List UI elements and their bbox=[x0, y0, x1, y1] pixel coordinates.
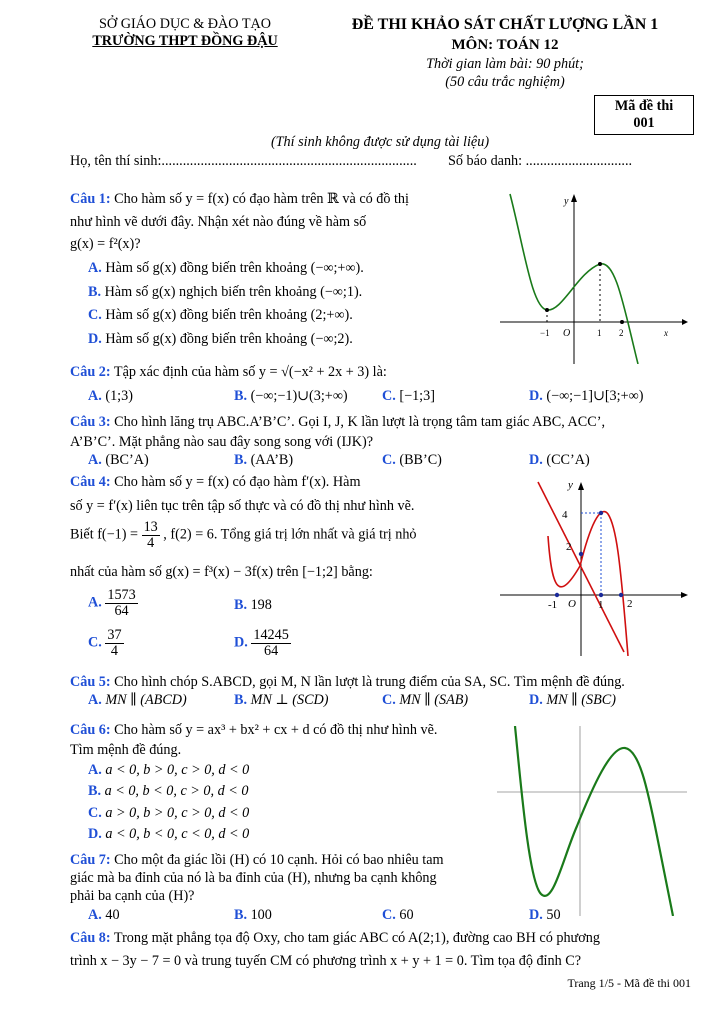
option-text: Hàm số g(x) nghịch biến trên khoảng (−∞;1). bbox=[104, 284, 363, 300]
q7-option-d[interactable] bbox=[529, 907, 561, 924]
q1-graph bbox=[500, 188, 690, 364]
numerator: 13 bbox=[143, 519, 158, 535]
q6-option-a[interactable] bbox=[88, 762, 249, 779]
page-footer: Trang 1/5 - Mã đề thi 001 bbox=[567, 976, 691, 990]
numerator: 37 bbox=[107, 627, 122, 643]
q7-line1 bbox=[70, 852, 444, 869]
q4-text2: số y = f′(x) liên tục trên tập số thực và có đồ thị như hình vẽ. bbox=[70, 498, 415, 514]
option-letter: C. bbox=[88, 805, 102, 821]
option-letter: C. bbox=[382, 907, 396, 923]
option-text: MN ⊥ (SCD) bbox=[250, 692, 329, 708]
candidate-name-line: Họ, tên thí sinh:........................................................................ bbox=[70, 153, 417, 169]
max-point bbox=[598, 262, 602, 266]
option-text: (−∞;−1]∪[3;+∞) bbox=[546, 388, 644, 404]
q2-option-a[interactable] bbox=[88, 388, 133, 405]
option-text: a < 0, b < 0, c < 0, d < 0 bbox=[105, 826, 250, 842]
option-letter: C. bbox=[382, 452, 396, 468]
q4-text3b: , f(2) = 6. Tổng giá trị lớn nhất và giá trị nhỏ bbox=[163, 526, 417, 543]
q1-text1: Cho hàm số y = f(x) có đạo hàm trên ℝ và có đồ thị bbox=[114, 191, 409, 207]
q2-label: Câu 2: bbox=[70, 364, 111, 380]
q8-text1: Trong mặt phẳng tọa độ Oxy, cho tam giác ABC có A(2;1), đường cao BH có phương bbox=[113, 930, 600, 946]
point bbox=[599, 593, 603, 597]
no-material-note: (Thí sinh không được sử dụng tài liệu) bbox=[270, 134, 490, 150]
option-text: a < 0, b < 0, c > 0, d < 0 bbox=[104, 783, 249, 799]
q5-option-c[interactable] bbox=[382, 692, 468, 709]
q4-option-c[interactable] bbox=[88, 628, 124, 659]
option-letter: C. bbox=[88, 634, 102, 651]
q5-text: Cho hình chóp S.ABCD, gọi M, N lần lượt là trung điểm của SA, SC. Tìm mệnh đề đúng. bbox=[114, 674, 625, 690]
option-text: (BC’A) bbox=[105, 452, 149, 468]
q1-line1 bbox=[70, 191, 409, 208]
q3-option-b[interactable] bbox=[234, 452, 293, 469]
point bbox=[619, 593, 623, 597]
tick-label: 4 bbox=[562, 509, 568, 521]
curve-graph bbox=[548, 512, 628, 656]
root-point bbox=[620, 320, 624, 324]
origin-label: O bbox=[563, 328, 571, 339]
q6-label: Câu 6: bbox=[70, 722, 111, 738]
q3-text1: Cho hình lăng trụ ABC.A’B’C’. Gọi I, J, K lần lượt là trọng tâm tam giác ABC, ACC’, bbox=[114, 414, 606, 430]
y-label: y bbox=[568, 479, 573, 491]
option-letter: B. bbox=[234, 597, 248, 613]
q8-line1 bbox=[70, 930, 600, 947]
q1-option-c[interactable] bbox=[88, 307, 353, 324]
q2-line bbox=[70, 364, 387, 381]
option-letter: A. bbox=[88, 388, 102, 404]
exam-code-box bbox=[594, 95, 694, 135]
option-letter: D. bbox=[88, 826, 102, 842]
q4-line1 bbox=[70, 474, 360, 491]
q3-option-d[interactable] bbox=[529, 452, 590, 469]
fraction bbox=[251, 628, 290, 659]
x-label: x bbox=[664, 328, 668, 338]
option-letter: C. bbox=[88, 307, 102, 323]
q7-option-c[interactable] bbox=[382, 907, 414, 924]
min-point bbox=[545, 308, 549, 312]
y-label: y bbox=[564, 196, 569, 207]
tick-label: −1 bbox=[540, 328, 550, 338]
fraction bbox=[142, 520, 160, 551]
x-axis-arrow bbox=[681, 592, 688, 598]
option-letter: D. bbox=[529, 388, 543, 404]
tick-label: 2 bbox=[566, 541, 572, 553]
q1-option-a[interactable] bbox=[88, 260, 364, 277]
origin-label: O bbox=[568, 598, 576, 610]
option-letter: A. bbox=[88, 452, 102, 468]
option-text: MN ∥ (ABCD) bbox=[105, 692, 187, 708]
denominator: 4 bbox=[147, 534, 155, 551]
dept-name: SỞ GIÁO DỤC & ĐÀO TẠO bbox=[99, 16, 271, 32]
option-text: (CC’A) bbox=[546, 452, 590, 468]
q5-option-a[interactable] bbox=[88, 692, 187, 709]
option-text: 60 bbox=[399, 907, 414, 923]
school-name: TRƯỜNG THPT ĐỒNG ĐẬU bbox=[92, 33, 278, 49]
option-text: Hàm số g(x) đồng biến trên khoảng (−∞;2). bbox=[105, 331, 353, 347]
q7-label: Câu 7: bbox=[70, 852, 111, 868]
q3-label: Câu 3: bbox=[70, 414, 111, 430]
tick-label: 2 bbox=[627, 598, 633, 610]
denominator: 64 bbox=[263, 642, 279, 659]
question-count: (50 câu trắc nghiệm) bbox=[445, 74, 565, 90]
q5-option-d[interactable] bbox=[529, 692, 616, 709]
option-letter: B. bbox=[234, 907, 248, 923]
q3-option-a[interactable] bbox=[88, 452, 149, 469]
option-letter: D. bbox=[529, 907, 543, 923]
option-text: a < 0, b > 0, c > 0, d < 0 bbox=[105, 762, 250, 778]
denominator: 64 bbox=[114, 602, 129, 619]
q6-graph bbox=[497, 726, 687, 916]
option-text: Hàm số g(x) đồng biến trên khoảng (−∞;+∞). bbox=[105, 260, 364, 276]
q1-option-b[interactable] bbox=[88, 284, 362, 301]
numerator: 14245 bbox=[253, 627, 289, 643]
q3-text2: A’B’C’. Mặt phẳng nào sau đây song song với (IJK)? bbox=[70, 434, 374, 450]
fraction bbox=[105, 588, 137, 619]
option-text: (−∞;−1)∪(3;+∞) bbox=[250, 388, 348, 404]
numerator: 1573 bbox=[107, 587, 136, 603]
exam-code-label: Mã đề thi bbox=[614, 98, 674, 114]
option-letter: A. bbox=[88, 692, 102, 708]
q6-text1: Cho hàm số y = ax³ + bx² + cx + d có đồ thị như hình vẽ. bbox=[114, 722, 438, 738]
option-text: (1;3) bbox=[105, 388, 133, 404]
q5-label: Câu 5: bbox=[70, 674, 111, 690]
option-letter: D. bbox=[529, 452, 543, 468]
option-letter: B. bbox=[88, 284, 102, 300]
q7-text2: giác mà ba đỉnh của nó là ba đỉnh của (H), nhưng ba cạnh không bbox=[70, 870, 437, 886]
q8-text2: trình x − 3y − 7 = 0 và trung tuyến CM có phương trình x + y + 1 = 0. Tìm tọa độ đỉnh C? bbox=[70, 953, 581, 969]
q4-option-b[interactable] bbox=[234, 597, 272, 614]
fraction bbox=[105, 628, 123, 659]
q4-text4: nhất của hàm số g(x) = f³(x) − 3f(x) trên [−1;2] bằng: bbox=[70, 564, 373, 580]
q1-text2: như hình vẽ dưới đây. Nhận xét nào đúng về hàm số bbox=[70, 214, 367, 230]
q4-line3 bbox=[70, 520, 417, 551]
q2-option-c[interactable] bbox=[382, 388, 435, 405]
q7-option-b[interactable] bbox=[234, 907, 272, 924]
q5-line bbox=[70, 674, 625, 691]
q1-option-d[interactable] bbox=[88, 331, 353, 348]
q6-line1 bbox=[70, 722, 437, 739]
tick-label: -1 bbox=[548, 599, 558, 611]
q7-option-a[interactable] bbox=[88, 907, 120, 924]
option-letter: D. bbox=[88, 331, 102, 347]
q3-option-c[interactable] bbox=[382, 452, 442, 469]
option-text: MN ∥ (SAB) bbox=[399, 692, 469, 708]
option-letter: D. bbox=[529, 692, 543, 708]
point bbox=[599, 511, 603, 515]
q1-text3: g(x) = f²(x)? bbox=[70, 236, 141, 252]
tick-label: 2 bbox=[619, 328, 624, 338]
q4-option-d[interactable] bbox=[234, 628, 291, 659]
q4-text3a: Biết f(−1) = bbox=[70, 526, 139, 543]
q4-graph bbox=[500, 476, 690, 656]
option-text: 50 bbox=[546, 907, 561, 923]
option-text: Hàm số g(x) đồng biến trên khoảng (2;+∞). bbox=[105, 307, 353, 323]
option-text: 40 bbox=[105, 907, 120, 923]
q1-label: Câu 1: bbox=[70, 191, 111, 207]
q4-option-a[interactable] bbox=[88, 588, 138, 619]
candidate-id-line: Số báo danh: .............................. bbox=[448, 153, 633, 169]
q7-text1: Cho một đa giác lồi (H) có 10 cạnh. Hỏi có bao nhiêu tam bbox=[114, 852, 444, 868]
option-letter: B. bbox=[234, 388, 248, 404]
q8-label: Câu 8: bbox=[70, 930, 111, 946]
tick-label: 1 bbox=[597, 328, 602, 338]
exam-time: Thời gian làm bài: 90 phút; bbox=[426, 56, 584, 72]
point bbox=[579, 552, 583, 556]
option-letter: B. bbox=[234, 692, 248, 708]
y-axis-arrow bbox=[571, 194, 577, 202]
option-text: [−1;3] bbox=[399, 388, 435, 404]
denominator: 4 bbox=[110, 642, 118, 659]
option-letter: C. bbox=[382, 388, 396, 404]
option-text: (AA’B) bbox=[250, 452, 294, 468]
tick-label: 1 bbox=[598, 599, 604, 611]
q5-option-b[interactable] bbox=[234, 692, 329, 709]
option-letter: B. bbox=[234, 452, 248, 468]
option-text: a > 0, b > 0, c > 0, d < 0 bbox=[105, 805, 250, 821]
option-letter: A. bbox=[88, 907, 102, 923]
q6-text2: Tìm mệnh đề đúng. bbox=[70, 742, 182, 758]
point bbox=[555, 593, 559, 597]
x-axis-arrow bbox=[682, 319, 688, 325]
q4-text1: Cho hàm số y = f(x) có đạo hàm f′(x). Hàm bbox=[114, 474, 361, 490]
exam-title: ĐỀ THI KHẢO SÁT CHẤT LƯỢNG LẦN 1 bbox=[351, 16, 659, 33]
q2-text: Tập xác định của hàm số y = √(−x² + 2x + 3) là: bbox=[113, 364, 387, 380]
q3-line1 bbox=[70, 414, 605, 431]
q2-option-b[interactable] bbox=[234, 388, 348, 405]
y-axis-arrow bbox=[578, 482, 584, 490]
option-letter: A. bbox=[88, 594, 102, 611]
option-text: 100 bbox=[250, 907, 272, 923]
q6-option-b[interactable] bbox=[88, 783, 248, 800]
q6-option-c[interactable] bbox=[88, 805, 249, 822]
exam-code-value: 001 bbox=[633, 115, 655, 131]
option-letter: A. bbox=[88, 762, 102, 778]
option-letter: A. bbox=[88, 260, 102, 276]
q4-label: Câu 4: bbox=[70, 474, 111, 490]
option-text: MN ∥ (SBC) bbox=[546, 692, 616, 708]
q2-option-d[interactable] bbox=[529, 388, 643, 405]
option-letter: B. bbox=[88, 783, 102, 799]
option-letter: C. bbox=[382, 692, 396, 708]
q7-text3: phải ba cạnh của (H)? bbox=[70, 888, 195, 904]
q6-option-d[interactable] bbox=[88, 826, 249, 843]
subject: MÔN: TOÁN 12 bbox=[451, 37, 559, 53]
option-text: 198 bbox=[250, 597, 272, 613]
option-text: (BB’C) bbox=[399, 452, 442, 468]
option-letter: D. bbox=[234, 634, 248, 651]
